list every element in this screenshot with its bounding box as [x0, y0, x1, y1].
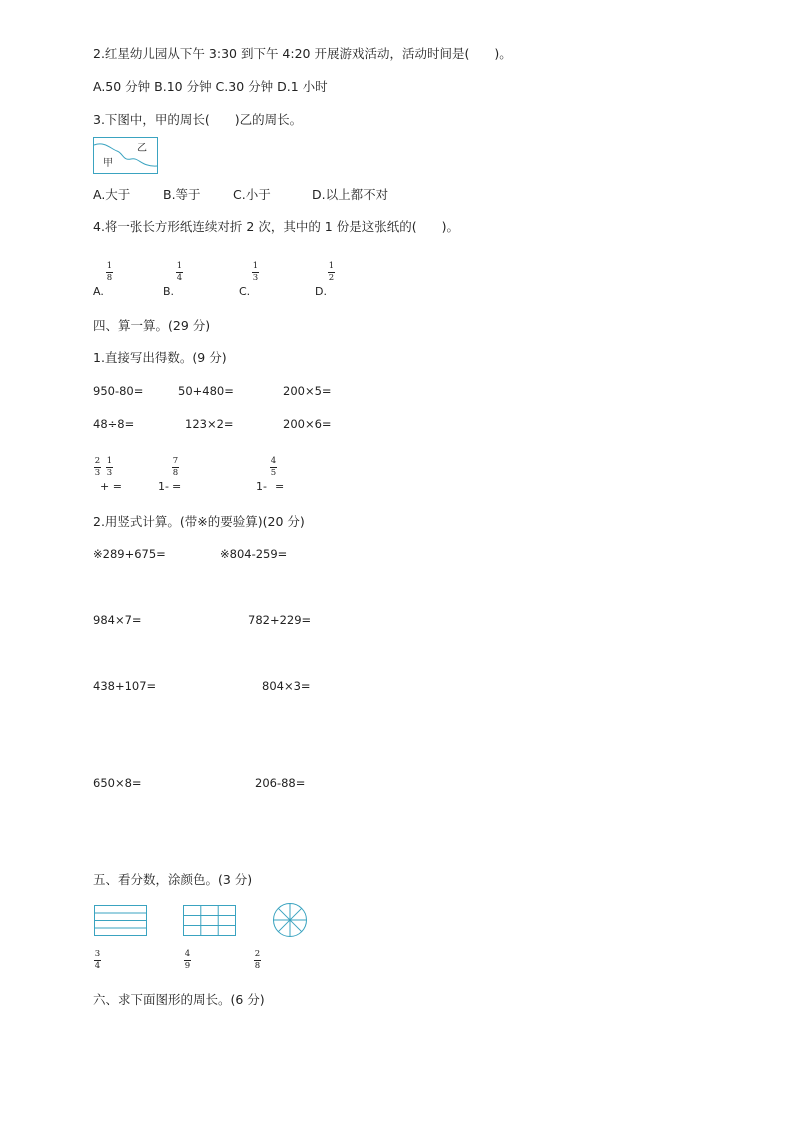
numerator: 1: [106, 261, 113, 271]
q3-figure: [93, 137, 159, 175]
numerator: 4: [270, 456, 277, 466]
q4-option-b-letter: B.: [163, 285, 175, 298]
numerator: 1: [252, 261, 259, 271]
q4-stem: 4.将一张长方形纸连续对折 2 次，其中的 1 份是这张纸的( )。: [93, 219, 459, 234]
section-5-title: 五、看分数，涂颜色。(3 分): [93, 872, 253, 887]
q4-option-d-letter: D.: [315, 285, 327, 298]
denominator: 8: [172, 468, 179, 478]
q3-option-d: D.以上都不对: [312, 187, 389, 202]
calc-frac-b-tail: =: [172, 480, 182, 493]
vertical-calc-782-229: 782+229=: [248, 613, 312, 627]
denominator: 3: [94, 468, 101, 478]
shape-rect-horizontal-strips[interactable]: [94, 905, 148, 940]
calc-frac-c: [270, 457, 277, 478]
q4-option-b-fraction: [176, 262, 183, 283]
numerator: 7: [172, 456, 179, 466]
calc-frac-a-second: [106, 457, 113, 478]
color-fraction-3-4: [94, 950, 101, 971]
calc-950-80: 950-80=: [93, 384, 144, 398]
numerator: 2: [94, 456, 101, 466]
denominator: 9: [184, 961, 191, 971]
numerator: 1: [106, 456, 113, 466]
calc-frac-b-prefix: 1-: [158, 480, 169, 493]
figure-label-yi: 乙: [137, 143, 147, 154]
calc-frac-b: [172, 457, 179, 478]
calc-50-480: 50+480=: [178, 384, 234, 398]
vertical-calc-206-88: 206-88=: [255, 776, 306, 790]
q4-option-d-fraction: [328, 262, 335, 283]
numerator: 2: [254, 949, 261, 959]
vertical-calc-804-259: ※804-259=: [220, 547, 288, 561]
denominator: 5: [270, 468, 277, 478]
numerator: 1: [176, 261, 183, 271]
denominator: 3: [252, 273, 259, 283]
q3-option-a: A.大于: [93, 187, 131, 202]
calc-123x2: 123×2=: [185, 417, 234, 431]
numerator: 1: [328, 261, 335, 271]
vertical-calc-650x8: 650×8=: [93, 776, 142, 790]
denominator: 4: [176, 273, 183, 283]
vertical-calc-804x3: 804×3=: [262, 679, 311, 693]
q3-option-c: C.小于: [233, 187, 271, 202]
vertical-calc-289-675: ※289+675=: [93, 547, 166, 561]
color-fraction-2-8: [254, 950, 261, 971]
calc-frac-a-first: [94, 457, 101, 478]
calc-200x5: 200×5=: [283, 384, 332, 398]
section-6-title: 六、求下面图形的周长。(6 分): [93, 992, 265, 1007]
q3-option-b: B.等于: [163, 187, 201, 202]
calc-frac-a-tail: + =: [100, 480, 122, 493]
vertical-calc-984x7: 984×7=: [93, 613, 142, 627]
numerator: 3: [94, 949, 101, 959]
denominator: 8: [254, 961, 261, 971]
q2-stem: 2.红星幼儿园从下午 3:30 到下午 4:20 开展游戏活动，活动时间是( )。: [93, 46, 512, 61]
denominator: 3: [106, 468, 113, 478]
q4-option-a-fraction: [106, 262, 113, 283]
section-4-part-2-title: 2.用竖式计算。(带※的要验算)(20 分): [93, 514, 305, 529]
q4-option-c-letter: C.: [239, 285, 251, 298]
q2-options: A.50 分钟 B.10 分钟 C.30 分钟 D.1 小时: [93, 79, 328, 94]
denominator: 8: [106, 273, 113, 283]
vertical-calc-438-107: 438+107=: [93, 679, 157, 693]
calc-frac-c-prefix: 1-: [256, 480, 267, 493]
shape-circle-sectors[interactable]: [272, 902, 308, 941]
q3-stem: 3.下图中，甲的周长( )乙的周长。: [93, 112, 303, 127]
calc-48div8: 48÷8=: [93, 417, 135, 431]
section-4-part-1-title: 1.直接写出得数。(9 分): [93, 350, 227, 365]
q4-option-a-letter: A.: [93, 285, 104, 298]
calc-frac-c-tail: =: [275, 480, 285, 493]
numerator: 4: [184, 949, 191, 959]
figure-label-jia: 甲: [103, 158, 113, 169]
color-fraction-4-9: [184, 950, 191, 971]
shape-rect-grid[interactable]: [183, 905, 237, 940]
q4-option-c-fraction: [252, 262, 259, 283]
denominator: 2: [328, 273, 335, 283]
calc-200x6: 200×6=: [283, 417, 332, 431]
section-4-title: 四、算一算。(29 分): [93, 318, 211, 333]
denominator: 4: [94, 961, 101, 971]
